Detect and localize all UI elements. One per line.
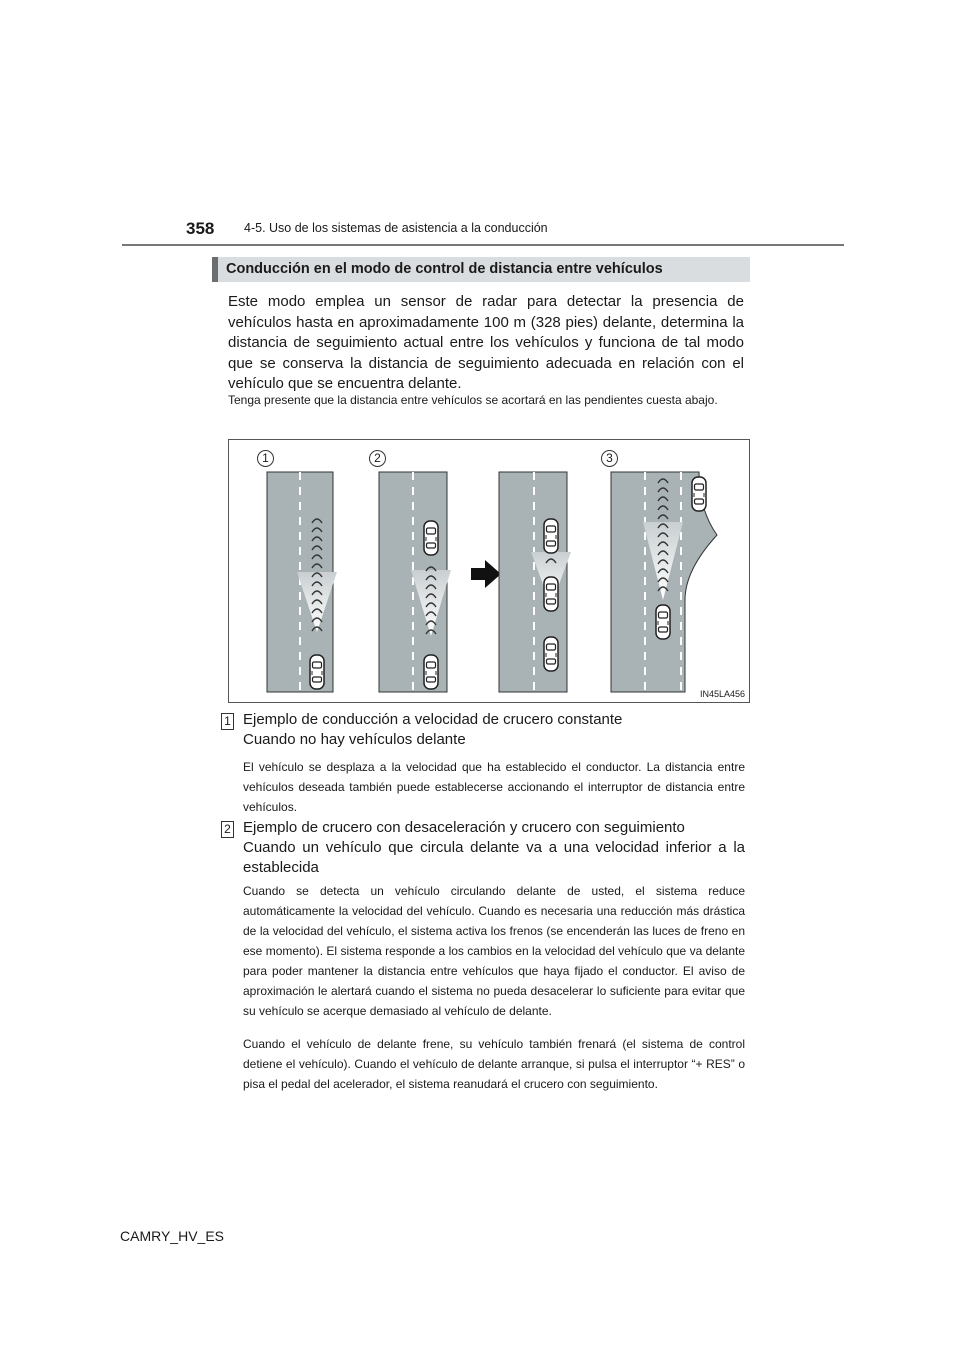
driving-diagram: [229, 440, 751, 704]
intro-paragraph: Este modo emplea un sensor de radar para detectar la presencia de vehículos hasta en aproximadamente 100 m (328 pies) delante, determina la distancia de seguimiento actual entre los vehículos y funciona de tal modo que se conserva la distancia de seguimiento adecuada en relación con el vehículo que se encuentra delante.: [228, 293, 744, 392]
model-footer: CAMRY_HV_ES: [120, 1228, 225, 1244]
item-number-2: 2: [221, 821, 234, 838]
section-accent: [212, 257, 218, 282]
item-1-heading: Ejemplo de conducción a velocidad de crucero constante: [243, 711, 623, 728]
preceding-vehicle-icon: [424, 521, 438, 555]
page-number: 358: [186, 219, 215, 238]
item-2-heading: Ejemplo de crucero con desaceleración y crucero con seguimiento: [243, 819, 685, 836]
road-2: [379, 472, 451, 692]
header-rule: [122, 244, 844, 246]
right-arrow-icon: [471, 560, 501, 588]
figure-label-2: 2: [369, 450, 386, 467]
own-vehicle-icon: [310, 655, 324, 689]
driving-illustration: [228, 439, 750, 703]
item-2-subheading: Cuando un vehículo que circula delante va a una velocidad inferior a la establecida: [243, 839, 745, 876]
item-number-1: 1: [221, 713, 234, 730]
chapter-title: 4-5. Uso de los sistemas de asistencia a la conducción: [244, 221, 548, 235]
road-4: [611, 472, 717, 692]
following-vehicle-icon: [544, 637, 558, 671]
adjacent-vehicle-icon: [692, 477, 706, 511]
figure-label-1: 1: [257, 450, 274, 467]
section-header: [212, 257, 750, 282]
note-paragraph: Tenga presente que la distancia entre vehículos se acortará en las pendientes cuesta abajo.: [228, 393, 718, 407]
preceding-vehicle-icon: [544, 519, 558, 553]
item-2-text-continued: Cuando el vehículo de delante frene, su vehículo también frenará (el sistema de control detiene el vehículo). Cuando el vehículo de delante arranque, si pulsa el interruptor “+ RES” o pisa el pedal del acelerador, el sistema reanudará el crucero con seguimiento.: [243, 1037, 745, 1091]
section-title: Conducción en el modo de control de distancia entre vehículos: [226, 261, 663, 277]
figure-code: IN45LA456: [699, 689, 745, 699]
road-3: [499, 472, 571, 692]
own-vehicle-icon: [544, 577, 558, 611]
figure-label-3: 3: [601, 450, 618, 467]
road-1: [267, 472, 337, 692]
own-vehicle-icon: [424, 655, 438, 689]
item-2-text: Cuando se detecta un vehículo circulando delante de usted, el sistema reduce automáticamente la velocidad del vehículo. Cuando es necesaria una reducción más drástica de la velocidad del vehículo, el sistema activa los frenos (se encenderán las luces de freno en ese momento). El sistema responde a los cambios en la velocidad del vehículo que va delante para poder mantener la distancia entre vehículos que haya fijado el conductor. El aviso de aproximación le alertará cuando el sistema no pueda desacelerar lo suficiente para evitar que su vehículo se acerque demasiado al vehículo de delante.: [243, 884, 745, 1018]
item-1-subheading: Cuando no hay vehículos delante: [243, 731, 466, 748]
own-vehicle-icon: [656, 605, 670, 639]
item-1-text: El vehículo se desplaza a la velocidad que ha establecido el conductor. La distancia entre vehículos deseada también puede establecerse accionando el interruptor de distancia entre vehículos.: [243, 760, 745, 814]
